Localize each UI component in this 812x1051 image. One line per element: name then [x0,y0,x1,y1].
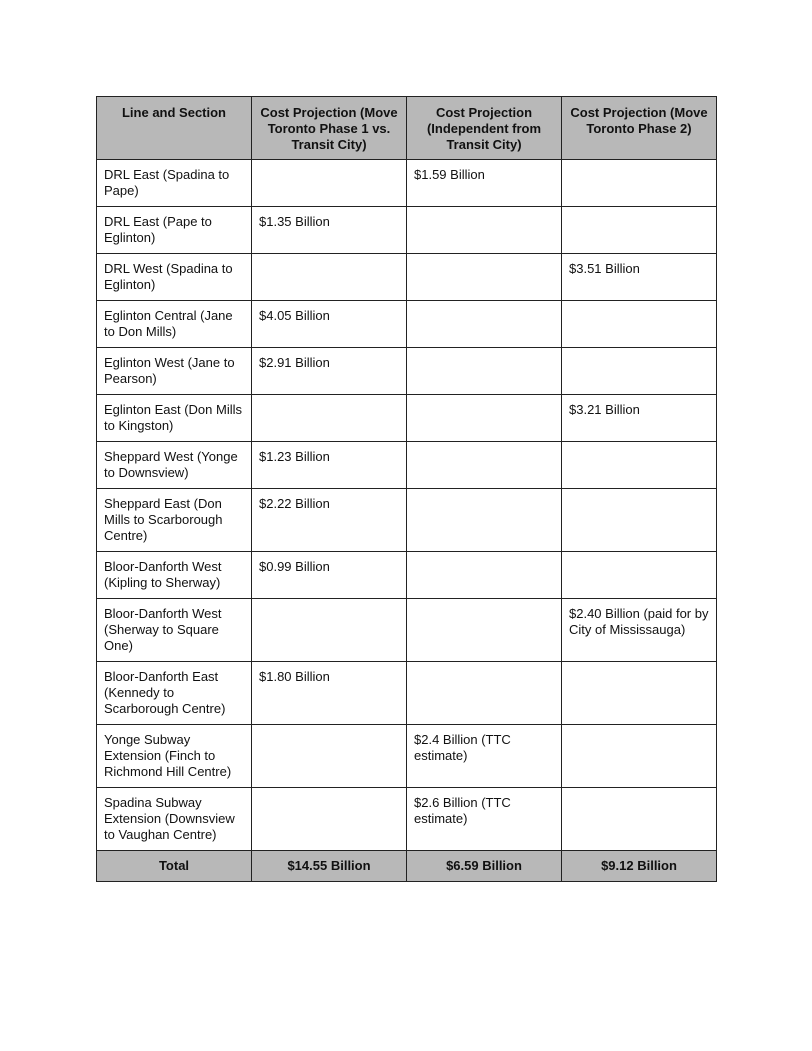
cell-phase1 [252,395,407,442]
table-row [97,662,717,725]
cell-phase2 [562,489,717,552]
total-label: Total [97,851,252,882]
cell-section: Yonge Subway Extension (Finch to Richmond Hill Centre) [97,725,252,788]
cell-phase1: $0.99 Billion [252,552,407,599]
cell-section: DRL East (Pape to Eglinton) [97,207,252,254]
table-row [97,207,717,254]
cell-phase2 [562,788,717,851]
cell-independent [407,348,562,395]
cell-phase2: $3.51 Billion [562,254,717,301]
header-phase1: Cost Projection (Move Toronto Phase 1 vs. Transit City) [252,97,407,160]
cell-section: Bloor-Danforth West (Sherway to Square One) [97,599,252,662]
cell-phase1 [252,599,407,662]
table-row [97,725,717,788]
cell-section: Sheppard West (Yonge to Downsview) [97,442,252,489]
cell-section: Eglinton Central (Jane to Don Mills) [97,301,252,348]
table-row [97,160,717,207]
cell-phase2 [562,160,717,207]
table-row [97,489,717,552]
total-row [97,851,717,882]
cell-phase1 [252,160,407,207]
header-row [97,97,717,160]
cell-phase1: $1.35 Billion [252,207,407,254]
cell-phase1: $4.05 Billion [252,301,407,348]
cell-phase2 [562,301,717,348]
cell-independent [407,662,562,725]
cell-independent: $2.6 Billion (TTC estimate) [407,788,562,851]
cell-section: Eglinton East (Don Mills to Kingston) [97,395,252,442]
cell-section: Bloor-Danforth East (Kennedy to Scarborough Centre) [97,662,252,725]
table-row [97,599,717,662]
cell-phase2 [562,725,717,788]
cell-section: Bloor-Danforth West (Kipling to Sherway) [97,552,252,599]
cell-independent [407,254,562,301]
cell-independent [407,442,562,489]
cell-phase1: $2.91 Billion [252,348,407,395]
cost-projection-table [96,96,717,882]
table-row [97,301,717,348]
cell-independent [407,301,562,348]
cell-phase2 [562,207,717,254]
cell-phase1: $2.22 Billion [252,489,407,552]
cell-section: DRL East (Spadina to Pape) [97,160,252,207]
cell-phase2: $3.21 Billion [562,395,717,442]
total-phase1: $14.55 Billion [252,851,407,882]
cell-independent [407,489,562,552]
cell-phase1: $1.23 Billion [252,442,407,489]
cell-section: DRL West (Spadina to Eglinton) [97,254,252,301]
cell-independent [407,552,562,599]
cell-independent: $1.59 Billion [407,160,562,207]
cell-phase1: $1.80 Billion [252,662,407,725]
header-independent: Cost Projection (Independent from Transit City) [407,97,562,160]
table-row [97,442,717,489]
table-row [97,348,717,395]
cell-independent: $2.4 Billion (TTC estimate) [407,725,562,788]
cell-phase2 [562,348,717,395]
total-phase2: $9.12 Billion [562,851,717,882]
table-row [97,395,717,442]
cell-phase2 [562,552,717,599]
cell-section: Eglinton West (Jane to Pearson) [97,348,252,395]
cell-phase2 [562,662,717,725]
cell-section: Spadina Subway Extension (Downsview to Vaughan Centre) [97,788,252,851]
cell-section: Sheppard East (Don Mills to Scarborough Centre) [97,489,252,552]
table-row [97,254,717,301]
header-phase2: Cost Projection (Move Toronto Phase 2) [562,97,717,160]
header-line-section: Line and Section [97,97,252,160]
total-independent: $6.59 Billion [407,851,562,882]
cell-phase2: $2.40 Billion (paid for by City of Mississauga) [562,599,717,662]
cell-phase2 [562,442,717,489]
table-row [97,788,717,851]
cell-phase1 [252,788,407,851]
cell-independent [407,599,562,662]
cell-independent [407,395,562,442]
cell-independent [407,207,562,254]
cell-phase1 [252,254,407,301]
cell-phase1 [252,725,407,788]
table-row [97,552,717,599]
